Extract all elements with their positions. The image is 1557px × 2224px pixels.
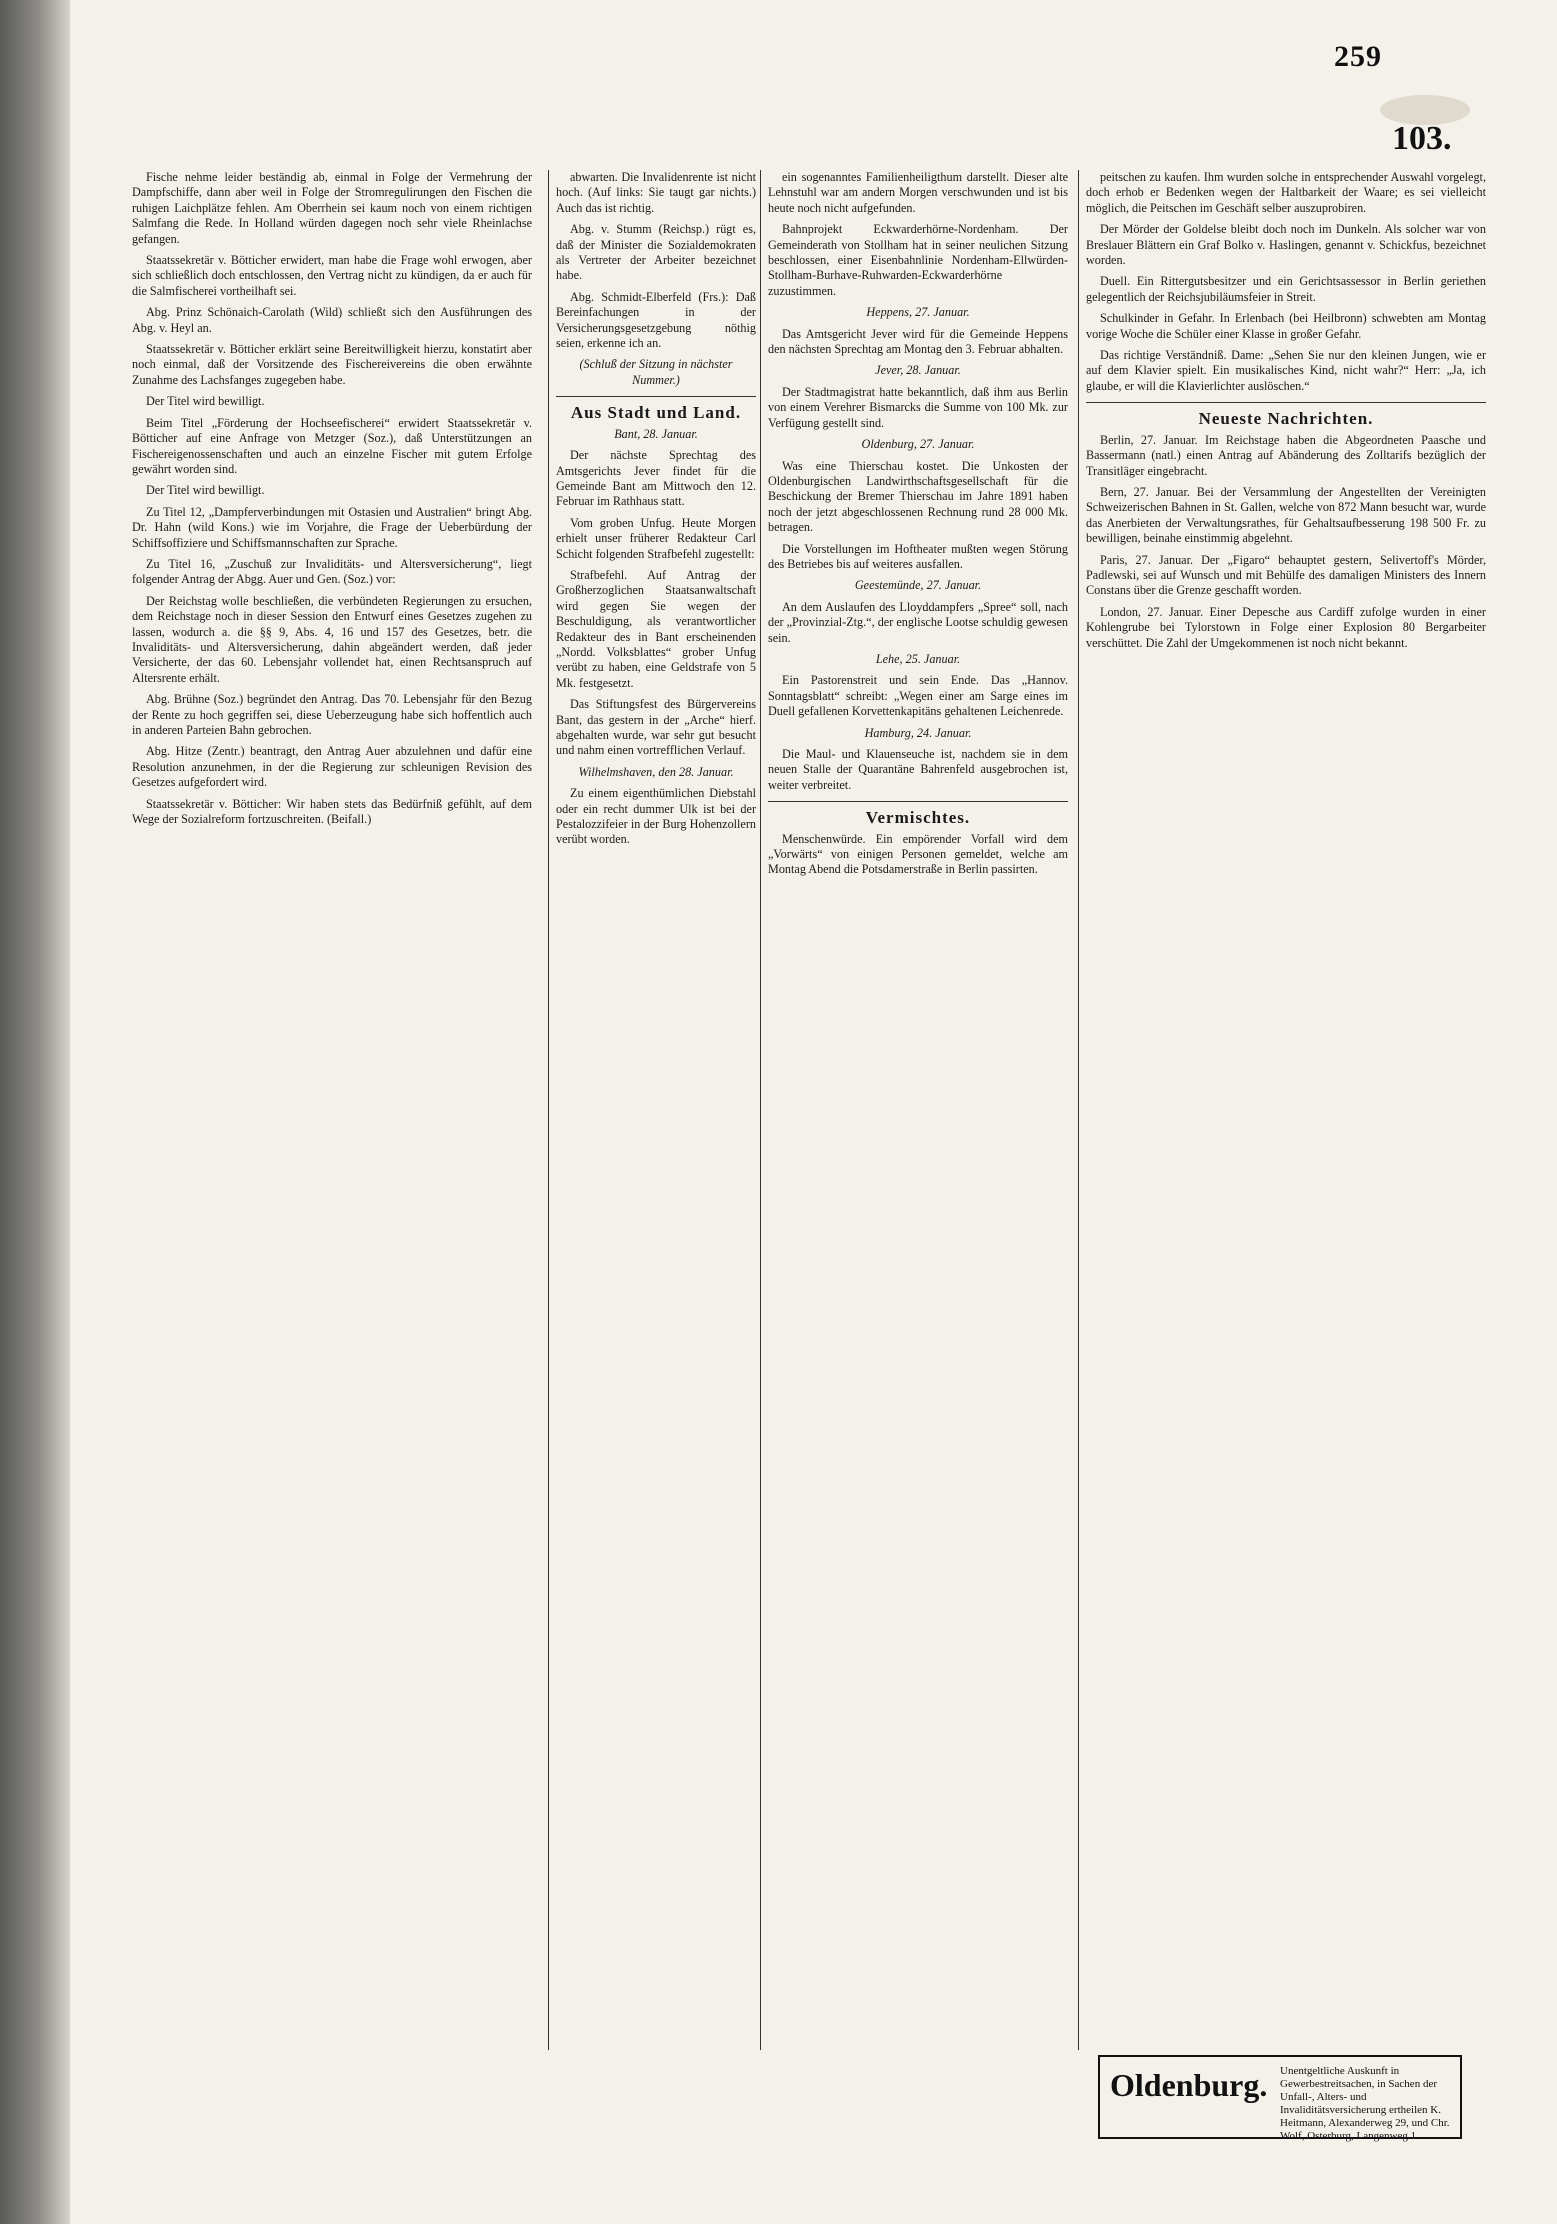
paragraph: Die Maul- und Klauenseuche ist, nachdem sie in dem neuen Stalle der Quarantäne Bahrenfeld ausgebrochen ist, weiter verbreitet. xyxy=(768,747,1068,792)
page-number-second: 103. xyxy=(1392,120,1452,157)
paragraph: Das Stiftungsfest des Bürgervereins Bant, das gestern in der „Arche“ hierf. abgehalten wurde, war sehr gut besucht und nahm einen vortrefflichen Verlauf. xyxy=(556,697,756,758)
advertisement-text: Unentgeltliche Auskunft in Gewerbestreitsachen, in Sachen der Unfall-, Alters- und Invaliditätsversicherung ertheilen K. Heitmann, Alexanderweg 29, und Chr. Wolf, Osterburg, Langenweg 1. xyxy=(1280,2065,1450,2142)
section-rule xyxy=(768,801,1068,802)
column-1 xyxy=(132,170,532,2070)
section-heading: Vermischtes. xyxy=(865,808,971,828)
paragraph: Duell. Ein Rittergutsbesitzer und ein Gerichtsassessor in Berlin geriethen gelegentlich der Reichsjubiläumsfeier in Streit. xyxy=(1086,274,1486,304)
advertisement-box xyxy=(1098,2055,1462,2142)
paragraph: Vom groben Unfug. Heute Morgen erhielt unser früherer Redakteur Carl Schicht folgenden Strafbefehl zugestellt: xyxy=(556,515,756,561)
dateline: Hamburg, 24. Januar. xyxy=(864,725,972,740)
paragraph: Staatssekretär v. Bötticher erwidert, man habe die Frage wohl erwogen, aber sich schließlich doch entschlossen, den Vertrag nicht zu kündigen, da er auch für die Salmfischerei vortheilhaft sei. xyxy=(132,253,532,298)
paragraph: Strafbefehl. Auf Antrag der Großherzoglichen Staatsanwaltschaft wird gegen Sie wegen der Beschuldigung, als verantwortlicher Redakteur des in Bant erscheinenden „Nordd. Volksblattes“ grober Unfug verübt zu haben, eine Geldstrafe von 5 Mk. festgesetzt. xyxy=(556,567,756,690)
paragraph: Abg. Prinz Schönaich-Carolath (Wild) schließt sich den Ausführungen des Abg. v. Heyl an. xyxy=(132,305,532,335)
paragraph: Menschenwürde. Ein empörender Vorfall wird dem „Vorwärts“ von einigen Personen gemeldet, welche am Montag Abend die Potsdamerstraße in Berlin passirten. xyxy=(768,831,1068,877)
dateline: Oldenburg, 27. Januar. xyxy=(861,437,975,452)
section-heading: Neueste Nachrichten. xyxy=(1198,409,1374,429)
paragraph: Fische nehme leider beständig ab, einmal in Folge der Vermehrung der Dampfschiffe, dann aber weil in Folge der Stromregulirungen den Fischen die ruhigen Laichplätze fehlen. Am Oberrhein sei kaum noch von einem richtigen Salmfang die Rede. In Holland würden dagegen noch sehr viele Rheinlachse gefangen. xyxy=(132,170,532,246)
paragraph: Das Amtsgericht Jever wird für die Gemeinde Heppens den nächsten Sprechtag am Montag den 3. Februar abhalten. xyxy=(768,326,1068,357)
paragraph: Bern, 27. Januar. Bei der Versammlung der Angestellten der Vereinigten Schweizerischen Bahnen in St. Gallen, welche von 872 Mann besucht war, wurde das Anerbieten der Verwaltungsrathes, für Gehaltsaufbesserung 198 500 Fr. zu bewilligen, beinahe einstimmig abgelehnt. xyxy=(1086,484,1486,546)
paragraph: Staatssekretär v. Bötticher erklärt seine Bereitwilligkeit hierzu, konstatirt aber noch einmal, daß der Vorsitzende des Fischereivereins die oben erwähnte Zunahme des Lachsfanges zugegeben habe. xyxy=(132,342,532,387)
column-divider xyxy=(760,170,761,2050)
advertisement-title: Oldenburg. xyxy=(1110,2067,1268,2103)
dateline: Jever, 28. Januar. xyxy=(875,363,961,378)
paragraph: Der Titel wird bewilligt. xyxy=(146,394,265,409)
paragraph: Das richtige Verständniß. Dame: „Sehen Sie nur den kleinen Jungen, wie er auf dem Klavier spielt. Ein musikalisches Kind, nicht wahr?“ Herr: „Ja, ich glaube, er will die Klavierlichter auslöschen.“ xyxy=(1086,348,1486,393)
section-rule xyxy=(1086,402,1486,403)
paragraph: Abg. v. Stumm (Reichsp.) rügt es, daß der Minister die Sozialdemokraten als Vertreter der Arbeiter bezeichnet habe. xyxy=(556,222,756,283)
column-4 xyxy=(1086,170,1486,2070)
paragraph: Die Vorstellungen im Hoftheater mußten wegen Störung des Betriebes bis auf weiteres ausfallen. xyxy=(768,541,1068,571)
paragraph: Der nächste Sprechtag des Amtsgerichts Jever findet für die Gemeinde Bant am Mittwoch den 12. Februar im Rathhaus statt. xyxy=(556,448,756,509)
dateline: Lehe, 25. Januar. xyxy=(875,651,961,666)
paragraph: peitschen zu kaufen. Ihm wurden solche in entsprechender Auswahl vorgelegt, doch erhob er Bedenken wegen der Haltbarkeit der Waare; es sei vielleicht möglich, die Peitschen im Geschäft selber auszuprobiren. xyxy=(1086,170,1486,215)
page-number-top: 259 xyxy=(1334,40,1382,73)
paragraph: abwarten. Die Invalidenrente ist nicht hoch. (Auf links: Sie taugt gar nichts.) Auch das ist richtig. xyxy=(556,170,756,215)
column-divider xyxy=(1078,170,1079,2050)
paragraph: Zu einem eigenthümlichen Diebstahl oder ein recht dummer Ulk ist bei der Pestalozzifeier in der Burg Hohenzollern verübt worden. xyxy=(556,786,756,847)
paragraph: Paris, 27. Januar. Der „Figaro“ behauptet gestern, Selivertoff's Mörder, Padlewski, sei auf Wunsch und mit Behülfe des damaligen Ministers des Innern Constans über die Grenze geschafft worden. xyxy=(1086,552,1486,598)
paragraph: Der Titel wird bewilligt. xyxy=(146,483,265,498)
paragraph: Der Reichstag wolle beschließen, die verbündeten Regierungen zu ersuchen, dem Reichstage noch in dieser Session den Entwurf eines Gesetzes zugehen zu lassen, wodurch a. die §§ 9, Abs. 4, 16 und 157 des Gesetzes, betr. die Invaliditäts- und Altersversicherung, dahin abgeändert werden, daß jeder Versicherte, der das 60. Lebensjahr vollendet hat, einen Rechtsanspruch auf Altersrente erhält. xyxy=(132,593,532,685)
dateline: Wilhelmshaven, den 28. Januar. xyxy=(578,764,734,779)
session-closing: (Schluß der Sitzung in nächster Nummer.) xyxy=(579,357,733,387)
paragraph: Abg. Brühne (Soz.) begründet den Antrag. Das 70. Lebensjahr für den Bezug der Rente zu hoch gegriffen sei, diese Ueberzeugung habe sich hoffentlich auch in anderen Parteien Bahn gebrochen. xyxy=(132,692,532,737)
paragraph: Der Stadtmagistrat hatte bekanntlich, daß ihm aus Berlin von einem Verehrer Bismarcks die Summe von 100 Mk. zur Verfügung gestellt sind. xyxy=(768,384,1068,430)
paragraph: London, 27. Januar. Einer Depesche aus Cardiff zufolge wurden in einer Kohlengrube bei Tylorstown in Folge einer Explosion 80 Bergarbeiter verschüttet. Die Zahl der Umgekommenen ist noch nicht bekannt. xyxy=(1086,604,1486,650)
paragraph: Abg. Hitze (Zentr.) beantragt, den Antrag Auer abzulehnen und dafür eine Resolution anzunehmen, in der die Regierung zur schleunigen Revision des Gesetzes aufgefordert wird. xyxy=(132,744,532,790)
paragraph: Staatssekretär v. Bötticher: Wir haben stets das Bedürfniß gefühlt, auf dem Wege der Sozialreform fortzuschreiten. (Beifall.) xyxy=(132,796,532,827)
column-divider xyxy=(548,170,549,2050)
paragraph: ein sogenanntes Familienheiligthum darstellt. Dieser alte Lehnstuhl war am andern Morgen verschwunden und ist bis heute noch nicht aufgefunden. xyxy=(768,170,1068,215)
paragraph: Der Mörder der Goldelse bleibt doch noch im Dunkeln. Als solcher war von Breslauer Blättern ein Graf Bolko v. Haslingen, genannt v. Schickfus, bezeichnet worden. xyxy=(1086,222,1486,268)
paragraph: Schulkinder in Gefahr. In Erlenbach (bei Heilbronn) schwebten am Montag vorige Woche die Schüler einer Klasse in großer Gefahr. xyxy=(1086,311,1486,341)
section-heading: Aus Stadt und Land. xyxy=(570,403,742,423)
dateline: Bant, 28. Januar. xyxy=(614,426,698,441)
column-3 xyxy=(768,170,1068,2070)
scan-edge xyxy=(0,0,70,2224)
paragraph: Was eine Thierschau kostet. Die Unkosten der Oldenburgischen Landwirthschaftsgesellschaft für die Beschickung der Bremer Thierschau im Jahre 1891 haben noch der jetzt abgeschlossenen Rechnung rund 28 000 Mk. betragen. xyxy=(768,458,1068,535)
paragraph: Zu Titel 16, „Zuschuß zur Invaliditäts- und Altersversicherung“, liegt folgender Antrag der Abgg. Auer und Gen. (Soz.) vor: xyxy=(132,556,532,587)
paragraph: An dem Auslaufen des Lloyddampfers „Spree“ soll, nach der „Provinzial-Ztg.“, der englische Lootse schuldig gewesen sein. xyxy=(768,599,1068,645)
section-rule xyxy=(556,396,756,397)
dateline: Heppens, 27. Januar. xyxy=(866,305,970,320)
paragraph: Abg. Schmidt-Elberfeld (Frs.): Daß Bereinfachungen in der Versicherungsgesetzgebung nöthig seien, erkenne ich an. xyxy=(556,289,756,351)
paragraph: Beim Titel „Förderung der Hochseefischerei“ erwidert Staatssekretär v. Bötticher auf eine Anfrage von Metzger (Soz.), daß Unterstützungen an Fischereigenossenschaften und auch an einzelne Fischer mit gutem Erfolge gewährt worden sind. xyxy=(132,415,532,476)
dateline: Geestemünde, 27. Januar. xyxy=(854,578,982,593)
paragraph: Bahnprojekt Eckwarderhörne-Nordenham. Der Gemeinderath von Stollham hat in seiner neulichen Sitzung beschlossen, einer Eisenbahnlinie Nordenham-Ellwürden-Stollham-Burhave-Ruhwarden-Eckwarderhörne zuzustimmen. xyxy=(768,222,1068,298)
paragraph: Zu Titel 12, „Dampferverbindungen mit Ostasien und Australien“ bringt Abg. Dr. Hahn (wild Kons.) wie im Vorjahre, die Frage der Ueberbürdung der Schiffsoffiziere und Schiffsmannschaften zur Sprache. xyxy=(132,504,532,550)
paragraph: Berlin, 27. Januar. Im Reichstage haben die Abgeordneten Paasche und Bassermann (natl.) einen Antrag auf Abänderung des Zolltarifs bezüglich der Transitläger eingebracht. xyxy=(1086,432,1486,478)
column-2 xyxy=(556,170,756,2070)
paragraph: Ein Pastorenstreit und sein Ende. Das „Hannov. Sonntagsblatt“ schreibt: „Wegen einer am Sarge eines im Duell gefallenen Korvettenkapitäns gehaltenen Leichenrede. xyxy=(768,673,1068,719)
